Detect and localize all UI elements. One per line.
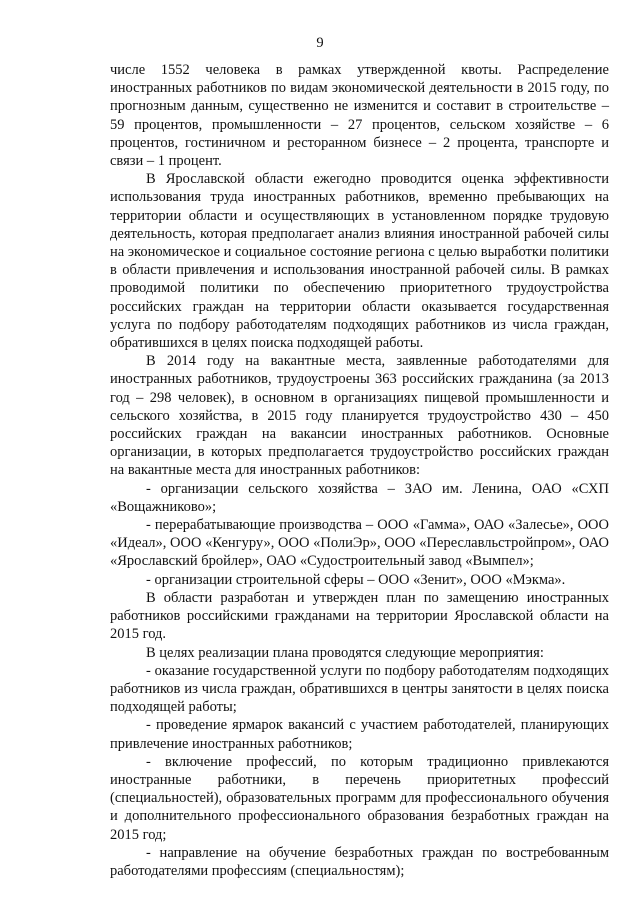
paragraph-quota-distribution: числе 1552 человека в рамках утвержденной квоты. Распределение иностранных работников по видам экономической деятельности в 2015 году, по прогнозным данным, существенно не изменится и составит в строительстве – 59 процентов, промышленности – 27 процентов, сельском хозяйстве – 6 процентов, гостиничном и ресторанном бизнесе – 2 процента, транспорте и связи – 1 процент.: [110, 62, 609, 170]
body-text: [110, 61, 609, 880]
paragraph-efficiency-assessment: В Ярославской области ежегодно проводится оценка эффективности использования труда иностранных работников, временно пребывающих на территории области и осуществляющих в установленном порядке трудовую деятельность, которая предполагает анализ влияния иностранной рабочей силы на экономическое и социальное состояние региона с целью выработки политики в области привлечения и использования иностранной рабочей силы. В рамках проводимой политики по обеспечению приоритетного трудоустройства российских граждан на территории области оказывается государственная услуга по подбору работодателям подходящих работников из числа граждан, обратившихся в целях поиска подходящей работы.: [110, 171, 609, 352]
list-item-job-fairs: - проведение ярмарок вакансий с участием работодателей, планирующих привлечение иностранных работников;: [110, 717, 609, 752]
list-item-training-referral: - направление на обучение безработных граждан по востребованным работодателями профессиям (специальностям);: [110, 844, 609, 879]
paragraph-employment-2014: В 2014 году на вакантные места, заявленные работодателями для иностранных работников, трудоустроены 363 российских гражданина (за 2013 год – 298 человек), в основном в организациях пищевой промышленности и сельского хозяйства, в 2015 году планируется трудоустройство 430 – 450 российских граждан на вакансии иностранных работников. Основные организации, в которых предполагается трудоустройство российских граждан на вакантные места для иностранных работников:: [110, 353, 609, 479]
list-item-priority-professions: - включение профессий, по которым традиционно привлекаются иностранные работники, в перечень приоритетных профессий (специальностей), образовательных программ для профессионального обучения и дополнительного профессионального образования безработных граждан на 2015 год;: [110, 753, 609, 843]
page-number: 9: [316, 35, 324, 51]
list-item-agriculture: - организации сельского хозяйства – ЗАО им. Ленина, ОАО «СХП «Вощажниково»;: [110, 480, 609, 515]
list-item-selection-service: - оказание государственной услуги по подбору работодателям подходящих работников из числа граждан, обратившихся в центры занятости в целях поиска подходящей работы;: [110, 662, 609, 716]
list-item-construction: - организации строительной сферы – ООО «Зенит», ООО «Мэкма».: [146, 571, 566, 588]
list-item-processing: - перерабатывающие производства – ООО «Гамма», ОАО «Залесье», ООО «Идеал», ООО «Кенгуру», ООО «ПолиЭр», ООО «Переславльстройпром», ОАО «Ярославский бройлер», ОАО «Судостроительный завод «Вымпел»;: [110, 517, 609, 570]
paragraph-replacement-plan: В области разработан и утвержден план по замещению иностранных работников российскими гражданами на территории Ярославской области на 2015 год.: [110, 589, 609, 643]
paragraph-plan-measures: В целях реализации плана проводятся следующие мероприятия:: [146, 644, 544, 661]
